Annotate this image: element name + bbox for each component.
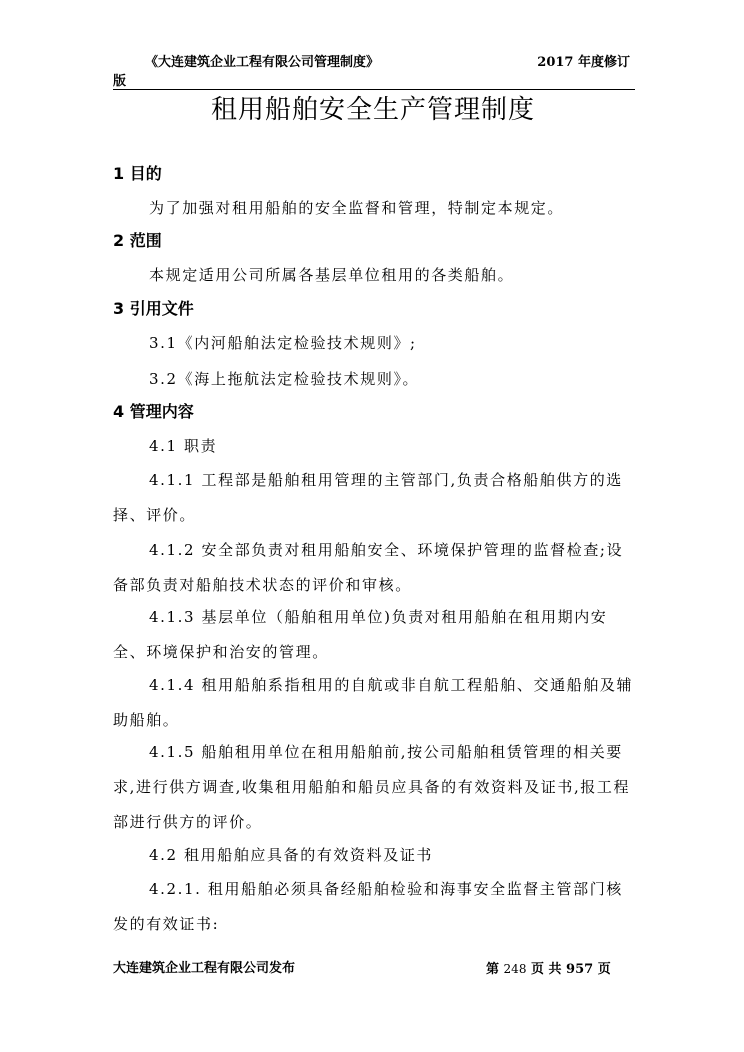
document-title: 租用船舶安全生产管理制度: [210, 95, 535, 125]
clause-4-1-3: 4.1.3 基层单位（船舶租用单位)负责对租用船舶在租用期内安全、环境保护和治安的管理。: [113, 608, 608, 661]
header-rule: [113, 89, 635, 90]
clause-4-1-1: 4.1.1 工程部是船舶租用管理的主管部门,负责合格船舶供方的选择、评价。: [113, 471, 623, 524]
reference-item-1: 3.1《内河船舶法定检验技术规则》;: [149, 334, 417, 352]
footer-page-prefix: 第: [486, 962, 500, 977]
clause-4-1-2: 4.1.2 安全部负责对租用船舶安全、环境保护管理的监督检查;设备部负责对船舶技术状态的评价和审核。: [113, 541, 624, 594]
clause-4-1-5: 4.1.5 船舶租用单位在租用船舶前,按公司船舶租赁管理的相关要求,进行供方调查,收集租用船舶和船员应具备的有效资料及证书,报工程部进行供方的评价。: [113, 743, 631, 831]
clause-4-1: 4.1 职责: [149, 437, 218, 455]
section-heading-references: 3 引用文件: [113, 299, 194, 318]
header-revision: 2017 年度修订: [537, 55, 630, 70]
section-heading-scope: 2 范围: [113, 231, 162, 250]
clause-4-2-1: 4.2.1. 租用船舶必须具备经船舶检验和海事安全监督主管部门核发的有效证书:: [113, 880, 623, 933]
section-purpose-text: 为了加强对租用船舶的安全监督和管理，特制定本规定。: [149, 199, 565, 217]
section-heading-management: 4 管理内容: [113, 402, 194, 421]
clause-4-1-4: 4.1.4 租用船舶系指租用的自航或非自航工程船舶、交通船舶及辅助船舶。: [113, 676, 634, 729]
section-heading-purpose: 1 目的: [113, 164, 162, 183]
footer-page-suffix: 页: [597, 962, 611, 977]
footer-publisher: 大连建筑企业工程有限公司发布: [113, 961, 296, 976]
reference-item-2: 3.2《海上拖航法定检验技术规则》。: [149, 370, 420, 388]
footer-page-number: 248: [503, 962, 527, 976]
footer-page-middle: 页 共: [530, 962, 562, 977]
clause-4-2: 4.2 租用船舶应具备的有效资料及证书: [149, 846, 434, 864]
header-revision-wrap: 版: [113, 74, 127, 89]
footer-page-total: 957: [566, 962, 594, 977]
section-scope-text: 本规定适用公司所属各基层单位租用的各类船舶。: [149, 266, 515, 284]
header-title: 《大连建筑企业工程有限公司管理制度》: [145, 55, 380, 70]
footer-page-info: [486, 960, 611, 979]
